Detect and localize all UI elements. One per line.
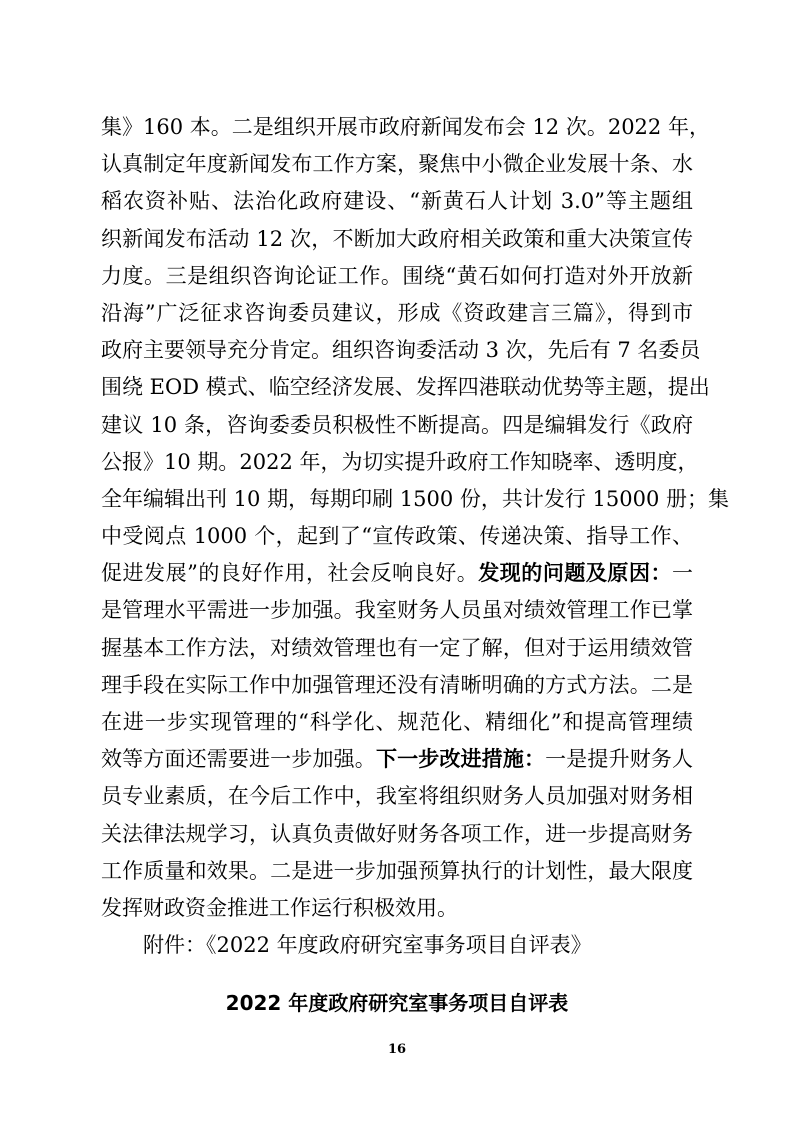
body-line-text: 促进发展”的良好作用，社会反响良好。 — [101, 561, 479, 586]
problems-heading: 发现的问题及原因： — [478, 561, 673, 586]
body-text — [101, 109, 730, 964]
body-line: 员专业素质，在今后工作中，我室将组织财务人员加强对财务相 — [101, 784, 693, 809]
body-line: 发挥财政资金推进工作运行积极效用。 — [101, 895, 458, 920]
body-line: 沿海”广泛征求咨询委员建议，形成《资政建言三篇》，得到市 — [101, 300, 693, 325]
body-line: 全年编辑出刊 10 期，每期印刷 1500 份，共计发行 15000 册；集 — [101, 486, 730, 511]
body-line: 关法律法规学习，认真负责做好财务各项工作，进一步提高财务 — [101, 821, 693, 846]
body-line: 理手段在实际工作中加强管理还没有清晰明确的方式方法。二是 — [101, 672, 693, 697]
body-line: 建议 10 条，咨询委委员积极性不断提高。四是编辑发行《政府 — [101, 412, 693, 437]
body-line: 围绕 EOD 模式、临空经济发展、发挥四港联动优势等主题，提出 — [101, 375, 710, 400]
body-line — [101, 741, 693, 778]
body-line: 稻农资补贴、法治化政府建设、“新黄石人计划 3.0”等主题组 — [101, 189, 693, 214]
improvement-heading: 下一步改进措施： — [375, 747, 546, 772]
body-line: 织新闻发布活动 12 次，不断加大政府相关政策和重大决策宣传 — [101, 226, 693, 251]
body-line: 中受阅点 1000 个，起到了“宣传政策、传递决策、指导工作、 — [101, 524, 693, 549]
body-line: 认真制定年度新闻发布工作方案，聚焦中小微企业发展十条、水 — [101, 152, 693, 177]
body-line: 是管理水平需进一步加强。我室财务人员虽对绩效管理工作已掌 — [101, 598, 693, 623]
body-line-text: 一 — [672, 561, 694, 586]
body-line: 在进一步实现管理的“科学化、规范化、精细化”和提高管理绩 — [101, 710, 693, 734]
body-line-text: 一是提升财务人 — [545, 747, 694, 772]
table-heading: 2022 年度政府研究室事务项目自评表 — [225, 991, 569, 1015]
page-number: 16 — [387, 1042, 407, 1057]
body-line: 公报》10 期。2022 年，为切实提升政府工作知晓率、透明度， — [101, 449, 699, 474]
body-line: 力度。三是组织咨询论证工作。围绕“黄石如何打造对外开放新 — [101, 263, 693, 288]
body-line-text: 效等方面还需要进一步加强。 — [101, 747, 376, 772]
body-line: 工作质量和效果。二是进一步加强预算执行的计划性，最大限度 — [101, 858, 693, 883]
body-line: 集》160 本。二是组织开展市政府新闻发布会 12 次。2022 年， — [101, 115, 710, 139]
body-line: 握基本工作方法，对绩效管理也有一定了解，但对于运用绩效管 — [101, 635, 693, 660]
body-line — [101, 555, 693, 592]
attachment-note: 附件：《2022 年度政府研究室事务项目自评表》 — [143, 933, 592, 958]
body-line: 政府主要领导充分肯定。组织咨询委活动 3 次，先后有 7 名委员 — [101, 338, 701, 363]
